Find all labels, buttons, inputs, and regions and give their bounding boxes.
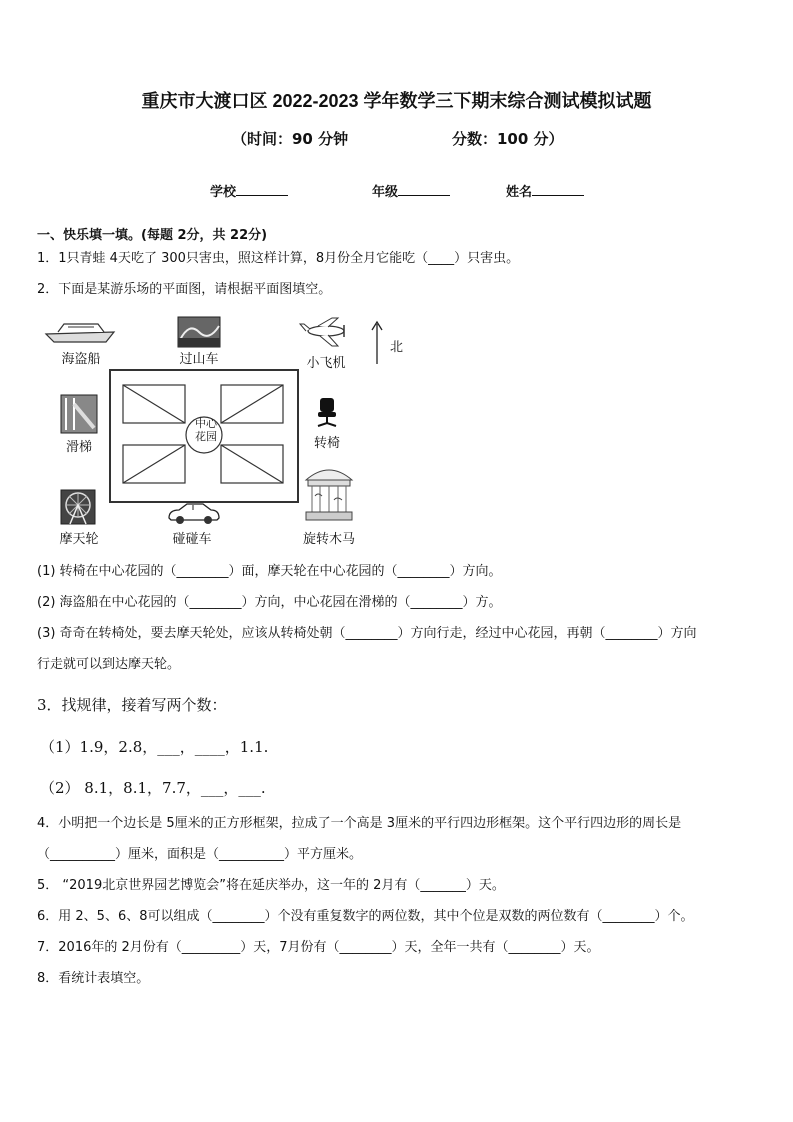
swivel-chair-icon <box>314 396 340 428</box>
question-2-2: (2) 海盗船在中心花园的（________）方向，中心花园在滑梯的（________）方。 <box>37 595 502 610</box>
page-title: 重庆市大渡口区 2022-2023 学年数学三下期末综合测试模拟试题 <box>141 91 652 111</box>
pirate-ship-icon <box>44 318 116 344</box>
question-8: 8．看统计表填空。 <box>37 971 150 986</box>
roller-coaster-icon <box>177 316 221 348</box>
name-blank[interactable] <box>532 183 584 196</box>
question-7: 7．2016年的 2月份有（_________）天，7月份有（________）天，全年一共有（________）天。 <box>37 940 600 955</box>
pirate-ship-label: 海盗船 <box>61 352 101 367</box>
small-plane-label: 小飞机 <box>306 356 346 371</box>
grade-blank[interactable] <box>398 183 450 196</box>
exam-score: 分数：100 分） <box>452 130 564 148</box>
amusement-park-map <box>40 312 420 552</box>
school-field <box>210 181 288 200</box>
question-3: 3．找规律，接着写两个数： <box>37 696 227 714</box>
north-label: 北 <box>390 340 404 355</box>
bumper-car-label: 碰碰车 <box>172 532 212 547</box>
question-3-1: （1）1.9，2.8，___，____，1.1. <box>40 738 269 756</box>
name-label: 姓名 <box>506 185 533 200</box>
roller-coaster-label: 过山车 <box>179 352 219 367</box>
question-2-3-line1: (3) 奇奇在转椅处，要去摩天轮处，应该从转椅处朝（________）方向行走，经过中心花园，再朝（________）方向 <box>37 626 697 641</box>
bumper-car-icon <box>165 500 221 526</box>
question-2-1: (1) 转椅在中心花园的（________）面，摩天轮在中心花园的（________）方向。 <box>37 564 502 579</box>
school-label: 学校 <box>210 185 237 200</box>
question-2-3-line2: 行走就可以到达摩天轮。 <box>37 657 181 672</box>
question-4-line2: （__________）厘米，面积是（__________）平方厘米。 <box>37 847 363 862</box>
slide-icon <box>60 394 98 434</box>
section-heading: 一、快乐填一填。(每题 2分，共 22分) <box>37 228 268 243</box>
grade-label: 年级 <box>372 185 399 200</box>
question-6: 6．用 2、5、6、8可以组成（________）个没有重复数字的两位数，其中个位是双数的两位数有（________）个。 <box>37 909 694 924</box>
small-plane-icon <box>298 314 352 352</box>
slide-label: 滑梯 <box>65 440 92 455</box>
question-4-line1: 4．小明把一个边长是 5厘米的正方形框架，拉成了一个高是 3厘米的平行四边形框架。这个平行四边形的周长是 <box>37 816 682 831</box>
question-2: 2．下面是某游乐场的平面图，请根据平面图填空。 <box>37 282 332 297</box>
north-arrow-icon <box>370 320 384 366</box>
question-5: 5． “2019北京世界园艺博览会”将在延庆举办，这一年的 2月有（_______）天。 <box>37 878 505 893</box>
swivel-chair-label: 转椅 <box>313 436 340 451</box>
center-garden-label-line2: 花园 <box>195 430 217 443</box>
carousel-icon <box>302 462 356 522</box>
school-blank[interactable] <box>236 183 288 196</box>
exam-time: （时间：90 分钟 <box>232 130 349 148</box>
ferris-wheel-icon <box>60 489 96 525</box>
carousel-label: 旋转木马 <box>302 532 355 547</box>
question-1: 1．1只青蛙 4天吃了 300只害虫，照这样计算，8月份全月它能吃（____）只害虫。 <box>37 251 520 266</box>
center-garden-label <box>188 417 224 443</box>
question-3-2: （2） 8.1，8.1，7.7，___，___. <box>40 779 266 797</box>
center-garden-label-line1: 中心 <box>195 417 217 430</box>
name-field <box>506 181 584 200</box>
grade-field <box>372 181 450 200</box>
ferris-wheel-label: 摩天轮 <box>59 532 99 547</box>
